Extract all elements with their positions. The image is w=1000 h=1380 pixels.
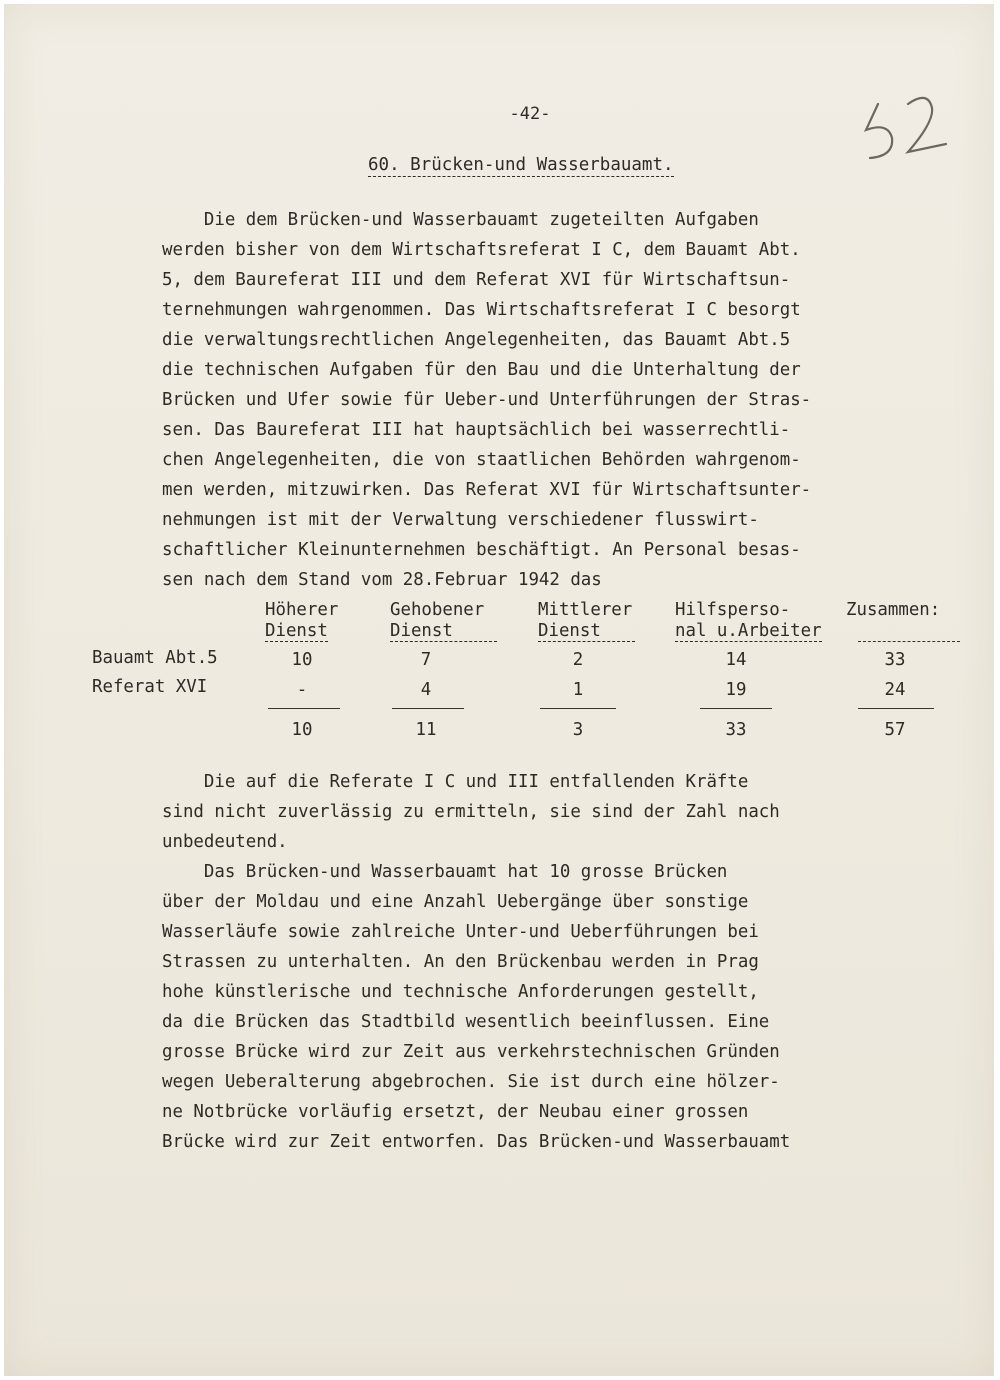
- text-line: ne Notbrücke vorläufig ersetzt, der Neubau einer grossen: [162, 1102, 749, 1122]
- text-line: Brücken und Ufer sowie für Ueber-und Unterführungen der Stras-: [162, 390, 812, 410]
- table-cell: 4: [420, 680, 432, 700]
- text-line: ternehmungen wahrgenommen. Das Wirtschaftsreferat I C besorgt: [162, 300, 801, 320]
- table-cell: 7: [420, 650, 432, 670]
- sum-rule: [392, 708, 464, 709]
- text-line: grosse Brücke wird zur Zeit aus verkehrstechnischen Gründen: [162, 1042, 780, 1062]
- handwritten-folio-number: [858, 82, 958, 172]
- table-cell: -: [296, 680, 308, 700]
- table-cell: 14: [725, 650, 747, 670]
- sum-rule: [700, 708, 772, 709]
- sum-rule: [268, 708, 340, 709]
- text-line: wegen Ueberalterung abgebrochen. Sie ist durch eine hölzer-: [162, 1072, 780, 1092]
- total-cell: 10: [291, 720, 313, 740]
- column-header-gehobener: Gehobener: [390, 600, 485, 620]
- page-number: -42-: [509, 104, 551, 124]
- text-line: nehmungen ist mit der Verwaltung verschiedener flusswirt-: [162, 510, 759, 530]
- text-line: sind nicht zuverlässig zu ermitteln, sie sind der Zahl nach: [162, 802, 780, 822]
- total-cell: 33: [725, 720, 747, 740]
- column-header-underline: [858, 641, 960, 642]
- column-header-hilfspersonal-line2: nal u.Arbeiter: [675, 621, 822, 641]
- text-line: die technischen Aufgaben für den Bau und die Unterhaltung der: [162, 360, 801, 380]
- paragraph-bridges: [162, 857, 942, 1157]
- text-line: chen Angelegenheiten, die von staatlichen Behörden wahrgenom-: [162, 450, 801, 470]
- text-line: sen nach dem Stand vom 28.Februar 1942 das: [162, 570, 602, 590]
- text-line: sen. Das Baureferat III hat hauptsächlich bei wasserrechtli-: [162, 420, 791, 440]
- column-header-mittlerer-line2: Dienst: [538, 621, 635, 642]
- text-line: 5, dem Baureferat III und dem Referat XVI für Wirtschaftsun-: [162, 270, 791, 290]
- sum-rule: [540, 708, 616, 709]
- row-label: Bauamt Abt.5: [92, 648, 218, 668]
- text-line: Das Brücken-und Wasserbauamt hat 10 grosse Brücken: [162, 862, 728, 882]
- paragraph-intro: [162, 205, 942, 595]
- text-line: Die auf die Referate I C und III entfallenden Kräfte: [162, 772, 749, 792]
- text-line: Wasserläufe sowie zahlreiche Unter-und Ueberführungen bei: [162, 922, 759, 942]
- text-line: schaftlicher Kleinunternehmen beschäftigt. An Personal besas-: [162, 540, 801, 560]
- section-heading: 60. Brücken-und Wasserbauamt.: [368, 155, 674, 175]
- table-cell: 1: [572, 680, 584, 700]
- table-cell: 10: [291, 650, 313, 670]
- text-line: die verwaltungsrechtlichen Angelegenheiten, das Bauamt Abt.5: [162, 330, 791, 350]
- total-cell: 3: [572, 720, 584, 740]
- column-header-hoeherer: Höherer: [265, 600, 339, 620]
- table-cell: 33: [884, 650, 906, 670]
- text-line: men werden, mitzuwirken. Das Referat XVI für Wirtschaftsunter-: [162, 480, 812, 500]
- sum-rule: [858, 708, 934, 709]
- column-header-hoeherer-line2: Dienst: [265, 621, 328, 641]
- text-line: werden bisher von dem Wirtschaftsreferat I C, dem Bauamt Abt.: [162, 240, 801, 260]
- column-header-zusammen: Zusammen:: [846, 600, 941, 620]
- text-line: Brücke wird zur Zeit entworfen. Das Brücken-und Wasserbauamt: [162, 1132, 791, 1152]
- text-line: unbedeutend.: [162, 832, 288, 852]
- table-cell: 19: [725, 680, 747, 700]
- text-line: hohe künstlerische und technische Anforderungen gestellt,: [162, 982, 759, 1002]
- column-header-gehobener-line2: Dienst: [390, 621, 497, 642]
- text-line: über der Moldau und eine Anzahl Uebergänge über sonstige: [162, 892, 749, 912]
- text-line: Die dem Brücken-und Wasserbauamt zugeteilten Aufgaben: [162, 210, 759, 230]
- total-cell: 11: [415, 720, 437, 740]
- text-line: Strassen zu unterhalten. An den Brückenbau werden in Prag: [162, 952, 759, 972]
- column-header-mittlerer: Mittlerer: [538, 600, 633, 620]
- table-cell: 24: [884, 680, 906, 700]
- table-cell: 2: [572, 650, 584, 670]
- text-line: da die Brücken das Stadtbild wesentlich beeinflussen. Eine: [162, 1012, 770, 1032]
- paragraph-staff-note: [162, 767, 942, 857]
- row-label: Referat XVI: [92, 677, 208, 697]
- total-cell: 57: [884, 720, 906, 740]
- column-header-hilfspersonal: Hilfsperso-: [675, 600, 791, 620]
